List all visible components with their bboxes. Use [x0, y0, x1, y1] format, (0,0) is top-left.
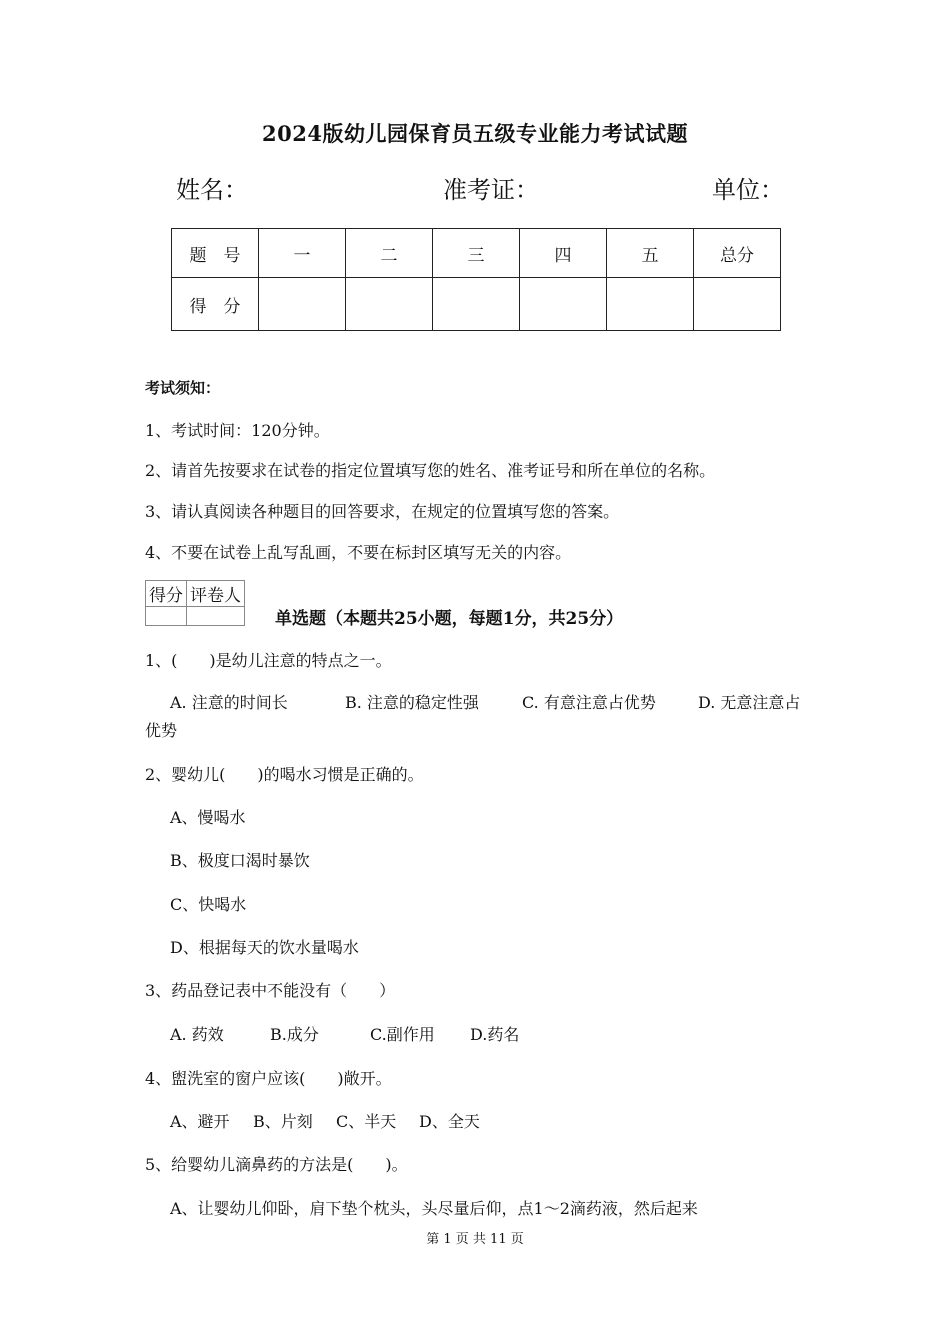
score-table — [171, 228, 781, 331]
question-option: C、半天 — [336, 1112, 397, 1131]
page-footer: 第 1 页 共 11 页 — [426, 1232, 524, 1247]
question-option: D.药名 — [470, 1025, 520, 1044]
question-stem: 5、给婴幼儿滴鼻药的方法是( )。 — [145, 1155, 408, 1174]
question-option: C、快喝水 — [170, 895, 247, 914]
question-option: A. 注意的时间长 — [170, 693, 288, 712]
score-header-cell: 五 — [607, 229, 694, 278]
notice-item: 3、请认真阅读各种题目的回答要求，在规定的位置填写您的答案。 — [145, 502, 620, 521]
question-option: D、根据每天的饮水量喝水 — [170, 938, 359, 957]
question-option: B. 注意的稳定性强 — [345, 693, 479, 712]
question-option: D、全天 — [419, 1112, 480, 1131]
grader-score-label: 得分 — [146, 581, 187, 607]
question-stem: 3、药品登记表中不能没有（ ） — [145, 981, 396, 1000]
grader-name-cell — [187, 607, 245, 626]
notice-item: 4、不要在试卷上乱写乱画，不要在标封区填写无关的内容。 — [145, 543, 572, 562]
score-table-score-row — [172, 278, 781, 331]
notice-heading: 考试须知： — [145, 379, 221, 397]
grader-box — [145, 580, 245, 626]
score-cell — [433, 278, 520, 331]
question-option: A、慢喝水 — [170, 808, 246, 827]
unit-field-label: 单位： — [712, 176, 784, 204]
question-stem: 1、( )是幼儿注意的特点之一。 — [145, 651, 392, 670]
question-stem: 2、婴幼儿( )的喝水习惯是正确的。 — [145, 765, 424, 784]
grader-score-cell — [146, 607, 187, 626]
question-option-wrap: 优势 — [145, 721, 178, 740]
score-header-cell: 三 — [433, 229, 520, 278]
score-header-cell: 总分 — [694, 229, 781, 278]
score-cell — [259, 278, 346, 331]
score-cell — [694, 278, 781, 331]
notice-item: 2、请首先按要求在试卷的指定位置填写您的姓名、准考证号和所在单位的名称。 — [145, 461, 716, 480]
score-header-cell: 一 — [259, 229, 346, 278]
notice-item: 1、考试时间：120分钟。 — [145, 421, 330, 440]
question-option: B、极度口渴时暴饮 — [170, 851, 310, 870]
score-table-header-row — [172, 229, 781, 278]
question-option: A. 药效 — [170, 1025, 224, 1044]
page-title: 2024版幼儿园保育员五级专业能力考试试题 — [262, 121, 688, 146]
score-cell — [346, 278, 433, 331]
question-stem: 4、盥洗室的窗户应该( )敞开。 — [145, 1069, 392, 1088]
question-option: D. 无意注意占 — [698, 693, 801, 712]
question-option: C.副作用 — [370, 1025, 435, 1044]
question-option: B、片刻 — [253, 1112, 313, 1131]
question-option: A、避开 — [170, 1112, 230, 1131]
question-option: C. 有意注意占优势 — [522, 693, 656, 712]
section-title: 单选题（本题共25小题，每题1分，共25分） — [275, 609, 624, 629]
score-header-cell: 二 — [346, 229, 433, 278]
question-option: B.成分 — [270, 1025, 319, 1044]
score-row-label: 得 分 — [172, 278, 259, 331]
score-header-cell: 题 号 — [172, 229, 259, 278]
question-option: A、让婴幼儿仰卧，肩下垫个枕头，头尽量后仰，点1～2滴药液，然后起来 — [170, 1199, 698, 1218]
exam-id-field-label: 准考证： — [443, 176, 539, 204]
score-cell — [607, 278, 694, 331]
score-header-cell: 四 — [520, 229, 607, 278]
grader-name-label: 评卷人 — [187, 581, 245, 607]
score-cell — [520, 278, 607, 331]
name-field-label: 姓名： — [176, 176, 248, 204]
